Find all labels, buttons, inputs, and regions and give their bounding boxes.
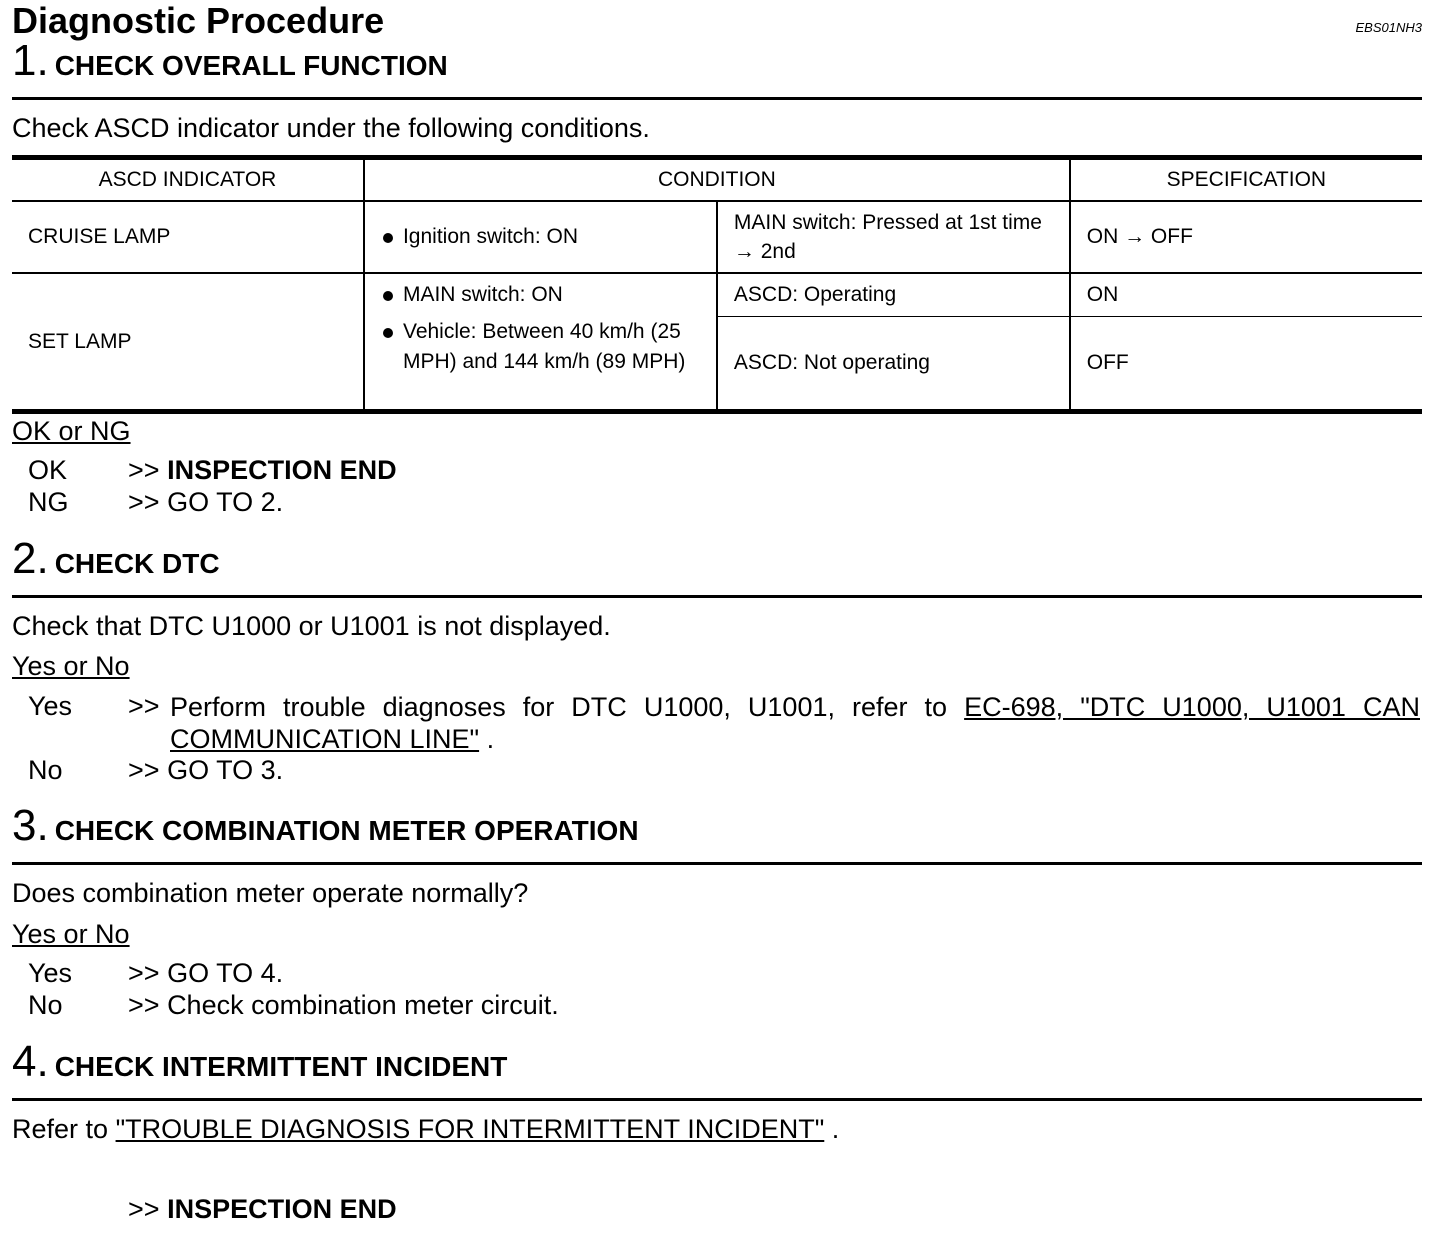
answer-ok [28, 455, 397, 486]
step-number: 4. [12, 1037, 49, 1086]
cell-cruise-spec: ON → OFF [1070, 201, 1422, 273]
step-3-heading [12, 801, 639, 851]
step-3-instruction: Does combination meter operate normally? [12, 878, 529, 908]
header-indicator: ASCD INDICATOR [12, 158, 364, 202]
step-2-heading [12, 534, 220, 584]
step-1-question: OK or NG [12, 416, 131, 446]
answer-arrow: >> [128, 487, 160, 517]
answer-label: Yes [28, 691, 73, 721]
answer-tail: . [486, 724, 495, 754]
answer-text: INSPECTION END [167, 1194, 397, 1224]
answer-text: GO TO 4. [167, 958, 284, 988]
step-divider [12, 97, 1422, 100]
answer-text: GO TO 3. [167, 755, 284, 785]
step-1-heading [12, 36, 448, 86]
final-answer [128, 1194, 397, 1225]
table-header-row [12, 158, 1422, 202]
step-divider [12, 862, 1422, 865]
step-title: CHECK DTC [54, 548, 220, 579]
step-title: CHECK OVERALL FUNCTION [54, 50, 448, 81]
step-number: 1. [12, 36, 49, 85]
answer-ng [28, 487, 283, 518]
answer-text: Check combination meter circuit. [167, 990, 559, 1020]
answer-no [28, 755, 283, 786]
page-title: Diagnostic Procedure [12, 0, 385, 41]
step-1-instruction: Check ASCD indicator under the following conditions. [12, 113, 650, 143]
header-specification: SPECIFICATION [1070, 158, 1422, 202]
bullet-item: Vehicle: Between 40 km/h (25 MPH) and 144 km/h (89 MPH) [381, 317, 700, 376]
table-row-cruise-lamp [12, 201, 1422, 273]
bullet-item: Ignition switch: ON [381, 222, 700, 251]
step-number: 3. [12, 801, 49, 850]
step-title: CHECK COMBINATION METER OPERATION [54, 815, 639, 846]
cell-set-conditions [364, 273, 717, 412]
answer-arrow: >> [128, 755, 160, 785]
cell-set-subcondition-2: ASCD: Not operating [717, 317, 1070, 412]
bullet-item: MAIN switch: ON [381, 280, 700, 309]
step-4-instruction [12, 1114, 839, 1145]
answer-arrow: >> [128, 958, 160, 988]
ec-698-link[interactable]: EC-698, "DTC U1000, U1001 CAN COMMUNICATION LINE" [170, 692, 1420, 754]
cell-cruise-subcondition: MAIN switch: Pressed at 1st time → 2nd [717, 201, 1070, 273]
step-3-question: Yes or No [12, 919, 130, 949]
answer-label: Yes [28, 958, 73, 988]
step-2-question: Yes or No [12, 651, 130, 681]
answer-yes [28, 958, 283, 989]
intermittent-incident-link[interactable]: "TROUBLE DIAGNOSIS FOR INTERMITTENT INCIDENT" [115, 1114, 825, 1144]
cell-set-lamp: SET LAMP [12, 273, 364, 412]
document-code: EBS01NH3 [1355, 20, 1422, 35]
answer-label: OK [28, 455, 68, 485]
step-title: CHECK INTERMITTENT INCIDENT [54, 1051, 508, 1082]
table-row-set-lamp [12, 273, 1422, 317]
answer-arrow: >> [128, 990, 160, 1020]
step-number: 2. [12, 534, 49, 583]
answer-text-block [170, 691, 1420, 755]
step-divider [12, 595, 1422, 598]
cell-set-subcondition-1: ASCD: Operating [717, 273, 1070, 317]
answer-arrow: >> [128, 691, 160, 721]
answer-arrow: >> [128, 455, 160, 485]
instruction-prefix: Refer to [12, 1114, 109, 1144]
answer-no [28, 990, 559, 1021]
step-2-instruction: Check that DTC U1000 or U1001 is not displayed. [12, 611, 611, 641]
cell-cruise-lamp: CRUISE LAMP [12, 201, 364, 273]
step-divider [12, 1098, 1422, 1101]
header-condition: CONDITION [364, 158, 1070, 202]
cell-set-spec-2: OFF [1070, 317, 1422, 412]
ascd-indicator-table [12, 155, 1422, 414]
answer-text: INSPECTION END [167, 455, 397, 485]
answer-label: No [28, 755, 63, 785]
answer-label: NG [28, 487, 69, 517]
cell-cruise-condition [364, 201, 717, 273]
answer-text: GO TO 2. [167, 487, 284, 517]
answer-arrow: >> [128, 1194, 160, 1224]
cell-set-spec-1: ON [1070, 273, 1422, 317]
answer-text: Perform trouble diagnoses for DTC U1000, U1001, refer to [170, 692, 948, 722]
instruction-suffix: . [831, 1114, 840, 1144]
answer-label: No [28, 990, 63, 1020]
answer-yes [28, 691, 1420, 755]
step-4-heading [12, 1037, 507, 1087]
